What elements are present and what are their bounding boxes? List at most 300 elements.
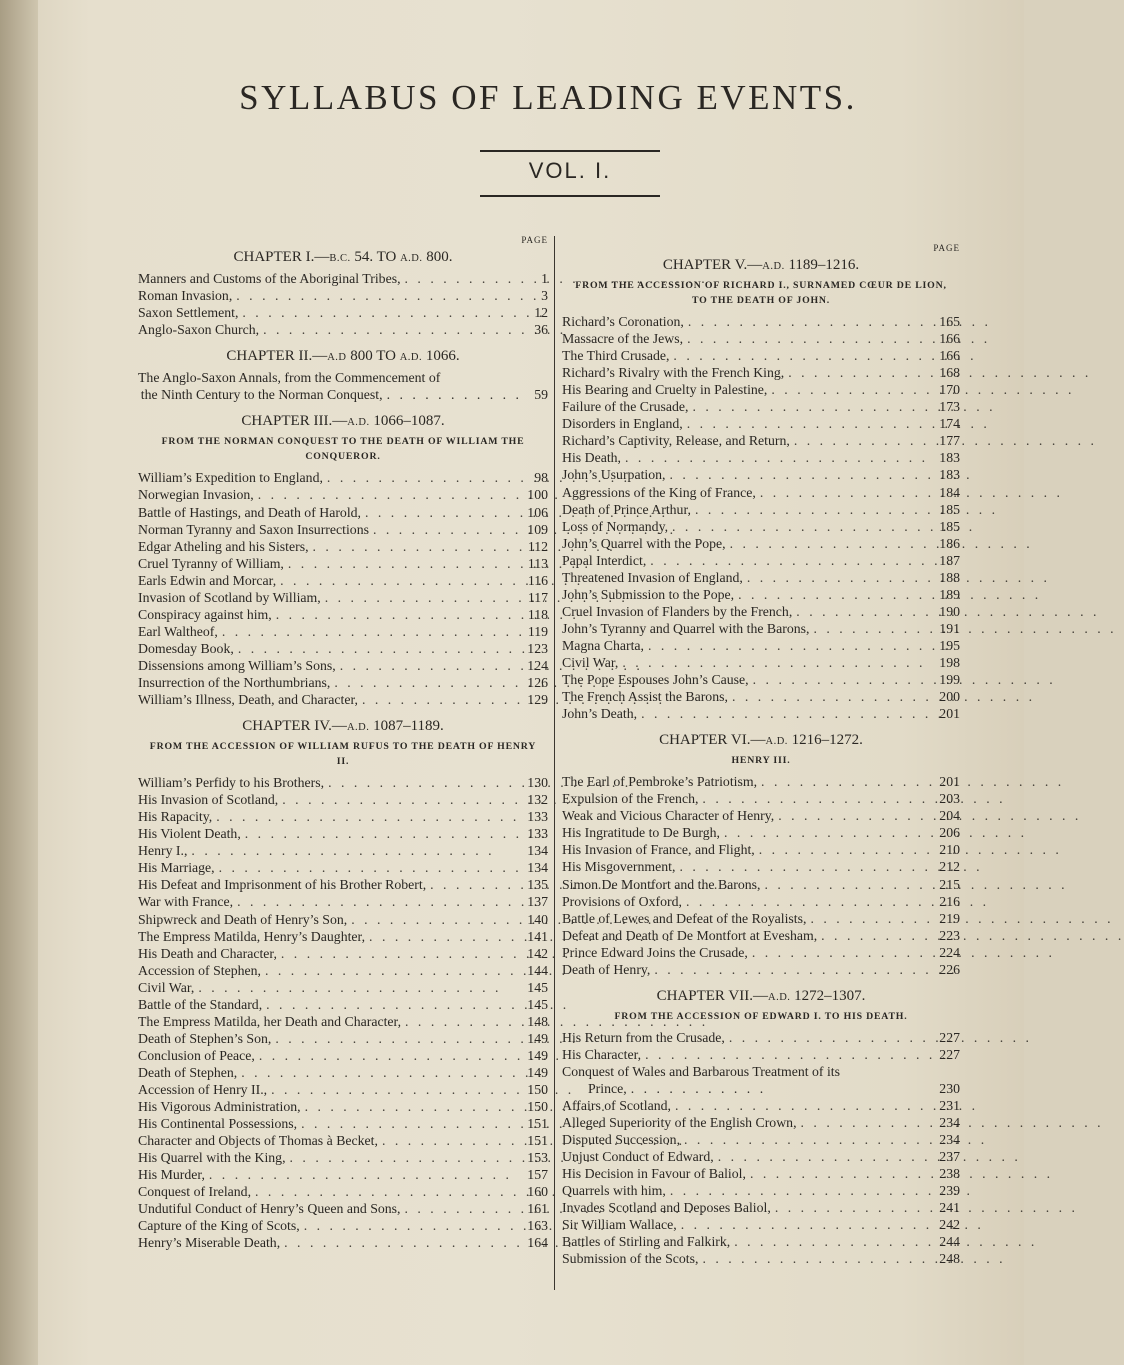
entry-title: Defeat and Death of De Montfort at Evesham, bbox=[562, 927, 818, 943]
entry-page-number: 224 bbox=[939, 944, 960, 960]
toc-entry[interactable] bbox=[562, 858, 960, 875]
entry-title: Loss of Normandy, bbox=[562, 518, 669, 534]
dot-leader bbox=[401, 1013, 526, 1030]
toc-entry[interactable] bbox=[562, 893, 960, 910]
entry-title: Expulsion of the French, bbox=[562, 791, 699, 807]
entry-title: Anglo-Saxon Church, bbox=[138, 322, 260, 338]
toc-entry[interactable] bbox=[138, 1166, 548, 1183]
entry-page-number: 173 bbox=[939, 399, 960, 415]
entry-page-number: 132 bbox=[527, 792, 548, 808]
volume-rule-bottom bbox=[480, 195, 660, 197]
toc-entry[interactable] bbox=[562, 927, 960, 944]
entry-title: His Continental Possessions, bbox=[138, 1116, 298, 1132]
dot-leader bbox=[755, 841, 938, 858]
dot-leader bbox=[683, 415, 938, 432]
chapter-heading-part: 1066. bbox=[422, 348, 460, 365]
entry-page-number: 188 bbox=[939, 569, 960, 585]
entry-page-number: 113 bbox=[527, 555, 548, 571]
entry-page-number: 185 bbox=[939, 518, 960, 534]
dot-leader bbox=[426, 876, 526, 893]
toc-entry[interactable] bbox=[562, 330, 960, 347]
entry-title: Conquest of Ireland, bbox=[138, 1184, 252, 1200]
entry-title: Weak and Vicious Character of Henry, bbox=[562, 808, 775, 824]
entry-title-continued: Prince, bbox=[588, 1080, 627, 1096]
toc-entry[interactable] bbox=[562, 773, 960, 790]
toc-entry[interactable] bbox=[138, 1234, 548, 1251]
toc-entry[interactable] bbox=[562, 807, 960, 824]
entry-page-number: 195 bbox=[939, 637, 960, 653]
entry-title: His Death, bbox=[562, 450, 622, 466]
entry-title: Battles of Stirling and Falkirk, bbox=[562, 1234, 731, 1250]
toc-entry[interactable] bbox=[562, 364, 960, 381]
toc-entry[interactable] bbox=[138, 1098, 548, 1115]
entry-page-number: 210 bbox=[939, 842, 960, 858]
chapter-heading-part: A.D bbox=[327, 352, 347, 364]
entry-page-number: 153 bbox=[527, 1150, 548, 1166]
toc-entry[interactable] bbox=[138, 674, 548, 691]
chapter-heading-part: A.D. bbox=[399, 352, 423, 364]
entry-title: Conspiracy against him, bbox=[138, 606, 272, 622]
entry-title: Battle of the Standard, bbox=[138, 996, 263, 1012]
chapter-subtitle: FROM THE ACCESSION OF EDWARD I. TO HIS DEATH. bbox=[614, 1010, 908, 1022]
toc-entry[interactable] bbox=[562, 637, 960, 654]
dot-leader bbox=[720, 824, 938, 841]
toc-entry[interactable] bbox=[138, 945, 548, 962]
chapter-heading-part: 1066–1087. bbox=[369, 413, 445, 430]
dot-leader bbox=[218, 623, 526, 640]
toc-entry[interactable] bbox=[562, 1148, 960, 1165]
toc-entry[interactable] bbox=[562, 688, 960, 705]
right-column bbox=[562, 240, 960, 1271]
left-column bbox=[138, 232, 548, 1255]
toc-entry[interactable] bbox=[138, 640, 548, 657]
toc-entry[interactable] bbox=[138, 1200, 548, 1217]
toc-entry[interactable] bbox=[562, 961, 960, 978]
toc-entry[interactable] bbox=[138, 1081, 548, 1098]
dot-leader bbox=[691, 501, 938, 518]
toc-entry[interactable] bbox=[138, 270, 548, 287]
toc-entry[interactable] bbox=[138, 623, 548, 640]
chapter-heading bbox=[138, 413, 548, 431]
toc-entry[interactable] bbox=[562, 654, 960, 671]
entry-page-number: 166 bbox=[939, 331, 960, 347]
entry-title: Death of Prince Arthur, bbox=[562, 501, 691, 517]
entry-page-number: 234 bbox=[939, 1115, 960, 1131]
entry-page-number: 106 bbox=[527, 504, 548, 520]
entry-title: His Invasion of Scotland, bbox=[138, 792, 279, 808]
toc-entry[interactable] bbox=[138, 538, 548, 555]
entry-title: Saxon Settlement, bbox=[138, 305, 239, 321]
entry-page-number: 170 bbox=[939, 382, 960, 398]
entry-title: Submission of the Scots, bbox=[562, 1251, 699, 1267]
toc-entry[interactable] bbox=[562, 1233, 960, 1250]
chapter-heading bbox=[562, 257, 960, 275]
dot-leader bbox=[627, 1080, 938, 1097]
entry-page-number: 242 bbox=[939, 1217, 960, 1233]
toc-entry[interactable] bbox=[138, 962, 548, 979]
entry-title: His Invasion of France, and Flight, bbox=[562, 842, 755, 858]
dot-leader bbox=[187, 842, 526, 859]
entry-page-number: 166 bbox=[939, 348, 960, 364]
toc-entry[interactable] bbox=[562, 841, 960, 858]
entry-page-number: 201 bbox=[939, 706, 960, 722]
chapter-heading-part: CHAPTER I.— bbox=[233, 249, 330, 265]
dot-leader bbox=[309, 538, 526, 555]
dot-leader bbox=[666, 1182, 938, 1199]
entry-page-number: 234 bbox=[939, 1132, 960, 1148]
entry-title: His Quarrel with the King, bbox=[138, 1150, 286, 1166]
toc-entry[interactable] bbox=[138, 504, 548, 521]
toc-entry[interactable] bbox=[138, 859, 548, 876]
entry-page-number: 201 bbox=[939, 774, 960, 790]
entry-page-number: 141 bbox=[527, 928, 548, 944]
entry-page-number: 140 bbox=[527, 911, 548, 927]
entry-title: His Decision in Favour of Baliol, bbox=[562, 1166, 746, 1182]
toc-entry[interactable] bbox=[138, 589, 548, 606]
entry-page-number: 239 bbox=[939, 1183, 960, 1199]
entry-title: Sir William Wallace, bbox=[562, 1217, 677, 1233]
entry-title: Accession of Henry II., bbox=[138, 1081, 268, 1097]
dot-leader bbox=[749, 671, 938, 688]
toc-entry[interactable] bbox=[138, 469, 548, 486]
entry-page-number: 203 bbox=[939, 791, 960, 807]
entry-title: His Return from the Crusade, bbox=[562, 1029, 725, 1045]
chapter-heading bbox=[562, 988, 960, 1006]
dot-leader bbox=[684, 313, 938, 330]
toc-entry[interactable] bbox=[562, 790, 960, 807]
dot-leader bbox=[730, 1233, 938, 1250]
entry-page-number: 212 bbox=[939, 859, 960, 875]
chapter-heading-part: CHAPTER VI.— bbox=[659, 732, 766, 749]
toc-entry[interactable] bbox=[562, 944, 960, 961]
dot-leader bbox=[669, 347, 938, 364]
entry-page-number: 133 bbox=[527, 809, 548, 825]
entry-page-number: 117 bbox=[527, 589, 548, 605]
entry-page-number: 177 bbox=[939, 433, 960, 449]
toc-entry[interactable] bbox=[562, 449, 960, 466]
dot-leader bbox=[797, 1114, 938, 1131]
entry-page-number: 150 bbox=[527, 1099, 548, 1115]
entry-page-number: 223 bbox=[939, 927, 960, 943]
dot-leader bbox=[746, 1165, 938, 1182]
dot-leader bbox=[618, 654, 938, 671]
dot-leader bbox=[267, 1081, 526, 1098]
dot-leader bbox=[646, 552, 938, 569]
dot-leader bbox=[683, 330, 938, 347]
entry-page-number: 151 bbox=[527, 1116, 548, 1132]
entry-title: William’s Perfidy to his Brothers, bbox=[138, 775, 325, 791]
entry-title: Accession of Stephen, bbox=[138, 962, 261, 978]
entry-title: Cruel Tyranny of William, bbox=[138, 555, 284, 571]
entry-title: Character and Objects of Thomas à Becket, bbox=[138, 1133, 378, 1149]
toc-entry[interactable] bbox=[562, 824, 960, 841]
dot-leader bbox=[271, 1030, 526, 1047]
entry-page-number: 161 bbox=[527, 1201, 548, 1217]
entry-title: His Misgovernment, bbox=[562, 859, 676, 875]
entry-page-number: 144 bbox=[527, 962, 548, 978]
toc-entry[interactable] bbox=[562, 484, 960, 501]
toc-entry[interactable] bbox=[138, 1115, 548, 1132]
dot-leader bbox=[677, 1216, 938, 1233]
entry-page-number: 226 bbox=[939, 961, 960, 977]
toc-entry[interactable] bbox=[138, 287, 548, 304]
chapter-heading-part: CHAPTER III.— bbox=[241, 413, 348, 430]
entry-title: Henry’s Miserable Death, bbox=[138, 1235, 281, 1251]
chapter-heading bbox=[562, 732, 960, 750]
toc-entry-continuation[interactable] bbox=[138, 386, 548, 403]
dot-leader bbox=[238, 304, 526, 321]
entry-page-number: 98 bbox=[534, 470, 548, 486]
entry-page-number: 151 bbox=[527, 1133, 548, 1149]
entry-page-number: 133 bbox=[527, 826, 548, 842]
entry-title: The French Assist the Barons, bbox=[562, 689, 728, 705]
entry-page-number: 183 bbox=[939, 450, 960, 466]
entry-title: Roman Invasion, bbox=[138, 288, 233, 304]
entry-title: His Vigorous Administration, bbox=[138, 1099, 301, 1115]
entry-title: Conquest of Wales and Barbarous Treatment of its bbox=[562, 1063, 840, 1079]
toc-entry[interactable] bbox=[562, 1250, 960, 1267]
chapter-heading-part: A.D. bbox=[347, 417, 370, 429]
chapter-heading-part: A.D. bbox=[400, 253, 423, 264]
dot-leader bbox=[698, 1250, 938, 1267]
toc-entry[interactable] bbox=[138, 1030, 548, 1047]
dot-leader bbox=[194, 979, 526, 996]
toc-entry[interactable] bbox=[138, 928, 548, 945]
toc-entry[interactable] bbox=[138, 1047, 548, 1064]
toc-entry[interactable] bbox=[138, 1149, 548, 1166]
toc-entry[interactable] bbox=[138, 791, 548, 808]
toc-entry[interactable] bbox=[138, 774, 548, 791]
toc-entry[interactable] bbox=[562, 552, 960, 569]
dot-leader bbox=[272, 606, 526, 623]
entry-title: Civil War, bbox=[138, 979, 195, 995]
entry-page-number: 237 bbox=[939, 1149, 960, 1165]
dot-leader bbox=[668, 518, 938, 535]
toc-entry[interactable] bbox=[138, 1132, 548, 1149]
toc-entry[interactable] bbox=[138, 979, 548, 996]
toc-entry[interactable] bbox=[562, 381, 960, 398]
toc-entry[interactable] bbox=[562, 313, 960, 330]
dot-leader bbox=[401, 270, 526, 287]
dot-leader bbox=[232, 287, 526, 304]
dot-leader bbox=[284, 555, 526, 572]
toc-entry[interactable] bbox=[562, 1199, 960, 1216]
toc-entry[interactable] bbox=[138, 572, 548, 589]
dot-leader bbox=[743, 569, 938, 586]
entry-page-number: 134 bbox=[527, 860, 548, 876]
toc-entry[interactable] bbox=[138, 825, 548, 842]
toc-entry[interactable] bbox=[138, 657, 548, 674]
entry-title: Conclusion of Peace, bbox=[138, 1047, 255, 1063]
entry-title: His Death and Character, bbox=[138, 945, 277, 961]
dot-leader bbox=[347, 911, 526, 928]
entry-page-number: 3 bbox=[541, 288, 548, 304]
toc-entry[interactable] bbox=[138, 996, 548, 1013]
entry-title: Quarrels with him, bbox=[562, 1183, 666, 1199]
entry-page-number: 189 bbox=[939, 586, 960, 602]
toc-entry[interactable] bbox=[562, 1182, 960, 1199]
entry-page-number: 112 bbox=[527, 538, 548, 554]
toc-entry[interactable] bbox=[138, 893, 548, 910]
entry-page-number: 134 bbox=[527, 843, 548, 859]
toc-entry[interactable] bbox=[138, 808, 548, 825]
entry-page-number: 204 bbox=[939, 808, 960, 824]
entry-page-number: 157 bbox=[527, 1167, 548, 1183]
toc-entry[interactable] bbox=[562, 535, 960, 552]
dot-leader bbox=[251, 1183, 526, 1200]
toc-entry[interactable] bbox=[138, 321, 548, 338]
toc-entry[interactable] bbox=[562, 518, 960, 535]
toc-entry[interactable] bbox=[562, 1097, 960, 1114]
dot-leader bbox=[671, 1097, 938, 1114]
toc-entry[interactable] bbox=[562, 1029, 960, 1046]
entry-page-number: 149 bbox=[527, 1047, 548, 1063]
toc-entry[interactable] bbox=[138, 369, 548, 386]
entry-page-number: 219 bbox=[939, 910, 960, 926]
dot-leader bbox=[324, 774, 526, 791]
toc-entry[interactable] bbox=[562, 432, 960, 449]
toc-entry[interactable] bbox=[138, 911, 548, 928]
toc-entry[interactable] bbox=[562, 1114, 960, 1131]
toc-entry[interactable] bbox=[138, 304, 548, 321]
toc-entry[interactable] bbox=[138, 842, 548, 859]
toc-entry[interactable] bbox=[138, 521, 548, 538]
entry-page-number: 116 bbox=[527, 572, 548, 588]
dot-leader bbox=[286, 1149, 526, 1166]
chapter-heading-part: CHAPTER II.— bbox=[226, 348, 328, 365]
toc-entry[interactable] bbox=[138, 1183, 548, 1200]
page-column-label: PAGE bbox=[933, 243, 960, 253]
entry-page-number: 109 bbox=[527, 521, 548, 537]
entry-page-number: 149 bbox=[527, 1030, 548, 1046]
entry-title: Disputed Succession, bbox=[562, 1132, 681, 1148]
toc-entry[interactable] bbox=[562, 1165, 960, 1182]
toc-entry[interactable] bbox=[138, 691, 548, 708]
entry-page-number: 137 bbox=[527, 894, 548, 910]
dot-leader bbox=[817, 927, 938, 944]
toc-entry[interactable] bbox=[562, 586, 960, 603]
entry-title: Battle of Lewes and Defeat of the Royalists, bbox=[562, 910, 807, 926]
toc-entry[interactable] bbox=[562, 347, 960, 364]
entry-page-number: 124 bbox=[527, 657, 548, 673]
toc-entry[interactable] bbox=[562, 501, 960, 518]
entry-page-number: 227 bbox=[939, 1046, 960, 1062]
toc-entry[interactable] bbox=[562, 398, 960, 415]
entry-title: Disorders in England, bbox=[562, 416, 683, 432]
dot-leader bbox=[774, 807, 938, 824]
toc-entry[interactable] bbox=[562, 671, 960, 688]
entry-title: The Empress Matilda, her Death and Character, bbox=[138, 1013, 402, 1029]
entry-page-number: 160 bbox=[527, 1184, 548, 1200]
page-gutter bbox=[0, 0, 38, 1365]
entry-page-number: 119 bbox=[527, 623, 548, 639]
entry-title: Earl Waltheof, bbox=[138, 623, 218, 639]
dot-leader bbox=[321, 589, 526, 606]
section-spacer bbox=[562, 1267, 960, 1271]
entry-title: His Murder, bbox=[138, 1167, 205, 1183]
toc-entry[interactable] bbox=[562, 910, 960, 927]
toc-entry[interactable] bbox=[562, 415, 960, 432]
entry-page-number: 230 bbox=[939, 1080, 960, 1096]
toc-entry[interactable] bbox=[138, 1064, 548, 1081]
toc-entry[interactable] bbox=[138, 1217, 548, 1234]
toc-entry[interactable] bbox=[562, 705, 960, 722]
dot-leader bbox=[650, 961, 938, 978]
toc-entry[interactable] bbox=[562, 466, 960, 483]
toc-entry[interactable] bbox=[562, 569, 960, 586]
dot-leader bbox=[748, 944, 938, 961]
entry-page-number: 142 bbox=[527, 945, 548, 961]
entry-page-number: 199 bbox=[939, 672, 960, 688]
toc-entry[interactable] bbox=[562, 1063, 960, 1080]
entry-page-number: 135 bbox=[527, 877, 548, 893]
dot-leader bbox=[241, 825, 526, 842]
toc-entry[interactable] bbox=[138, 555, 548, 572]
entry-title: Massacre of the Jews, bbox=[562, 331, 684, 347]
entry-title: Failure of the Crusade, bbox=[562, 399, 689, 415]
dot-leader bbox=[212, 808, 526, 825]
dot-leader bbox=[726, 535, 938, 552]
toc-entry[interactable] bbox=[138, 606, 548, 623]
dot-leader bbox=[756, 484, 938, 501]
toc-entry[interactable] bbox=[562, 876, 960, 893]
entry-title: Cruel Invasion of Flanders by the French, bbox=[562, 603, 793, 619]
chapter-heading-part: 1216–1272. bbox=[787, 732, 863, 749]
toc-entry-continuation[interactable] bbox=[562, 1080, 960, 1097]
dot-leader bbox=[301, 1098, 526, 1115]
entry-title: Magna Charta, bbox=[562, 637, 644, 653]
chapter-heading-part: A.D. bbox=[765, 736, 788, 748]
entry-title: Death of Henry, bbox=[562, 961, 651, 977]
dot-leader bbox=[728, 688, 938, 705]
column-divider bbox=[554, 236, 555, 1290]
toc-entry[interactable] bbox=[562, 603, 960, 620]
entry-page-number: 126 bbox=[527, 674, 548, 690]
toc-entry[interactable] bbox=[562, 1216, 960, 1233]
dot-leader bbox=[682, 893, 938, 910]
entry-title: His Defeat and Imprisonment of his Brother Robert, bbox=[138, 877, 427, 893]
entry-title: John’s Usurpation, bbox=[562, 467, 666, 483]
entry-page-number: 148 bbox=[527, 1013, 548, 1029]
toc-entry[interactable] bbox=[562, 620, 960, 637]
chapter-heading-part: B.C. bbox=[329, 253, 351, 264]
entry-page-number: 145 bbox=[527, 979, 548, 995]
dot-leader bbox=[641, 1046, 938, 1063]
dot-leader bbox=[688, 398, 938, 415]
entry-title: War with France, bbox=[138, 894, 234, 910]
entry-title: The Third Crusade, bbox=[562, 348, 670, 364]
dot-leader bbox=[205, 1166, 526, 1183]
dot-leader bbox=[665, 466, 938, 483]
section-spacer bbox=[138, 708, 548, 712]
entry-page-number: 100 bbox=[527, 487, 548, 503]
toc-entry[interactable] bbox=[562, 1131, 960, 1148]
chapter-heading-part: A.D. bbox=[762, 261, 785, 272]
toc-entry[interactable] bbox=[138, 486, 548, 503]
entry-title: Affairs of Scotland, bbox=[562, 1098, 671, 1114]
toc-entry[interactable] bbox=[562, 1046, 960, 1063]
entry-title: Death of Stephen, bbox=[138, 1064, 238, 1080]
entry-title: Manners and Customs of the Aboriginal Tribes, bbox=[138, 271, 401, 287]
entry-page-number: 168 bbox=[939, 365, 960, 381]
entry-title: John’s Submission to the Pope, bbox=[562, 586, 735, 602]
entry-title: Domesday Book, bbox=[138, 640, 234, 656]
dot-leader bbox=[621, 449, 938, 466]
dot-leader bbox=[361, 504, 526, 521]
entry-title: His Violent Death, bbox=[138, 826, 241, 842]
toc-entry[interactable] bbox=[138, 876, 548, 893]
toc-entry[interactable] bbox=[138, 1013, 548, 1030]
